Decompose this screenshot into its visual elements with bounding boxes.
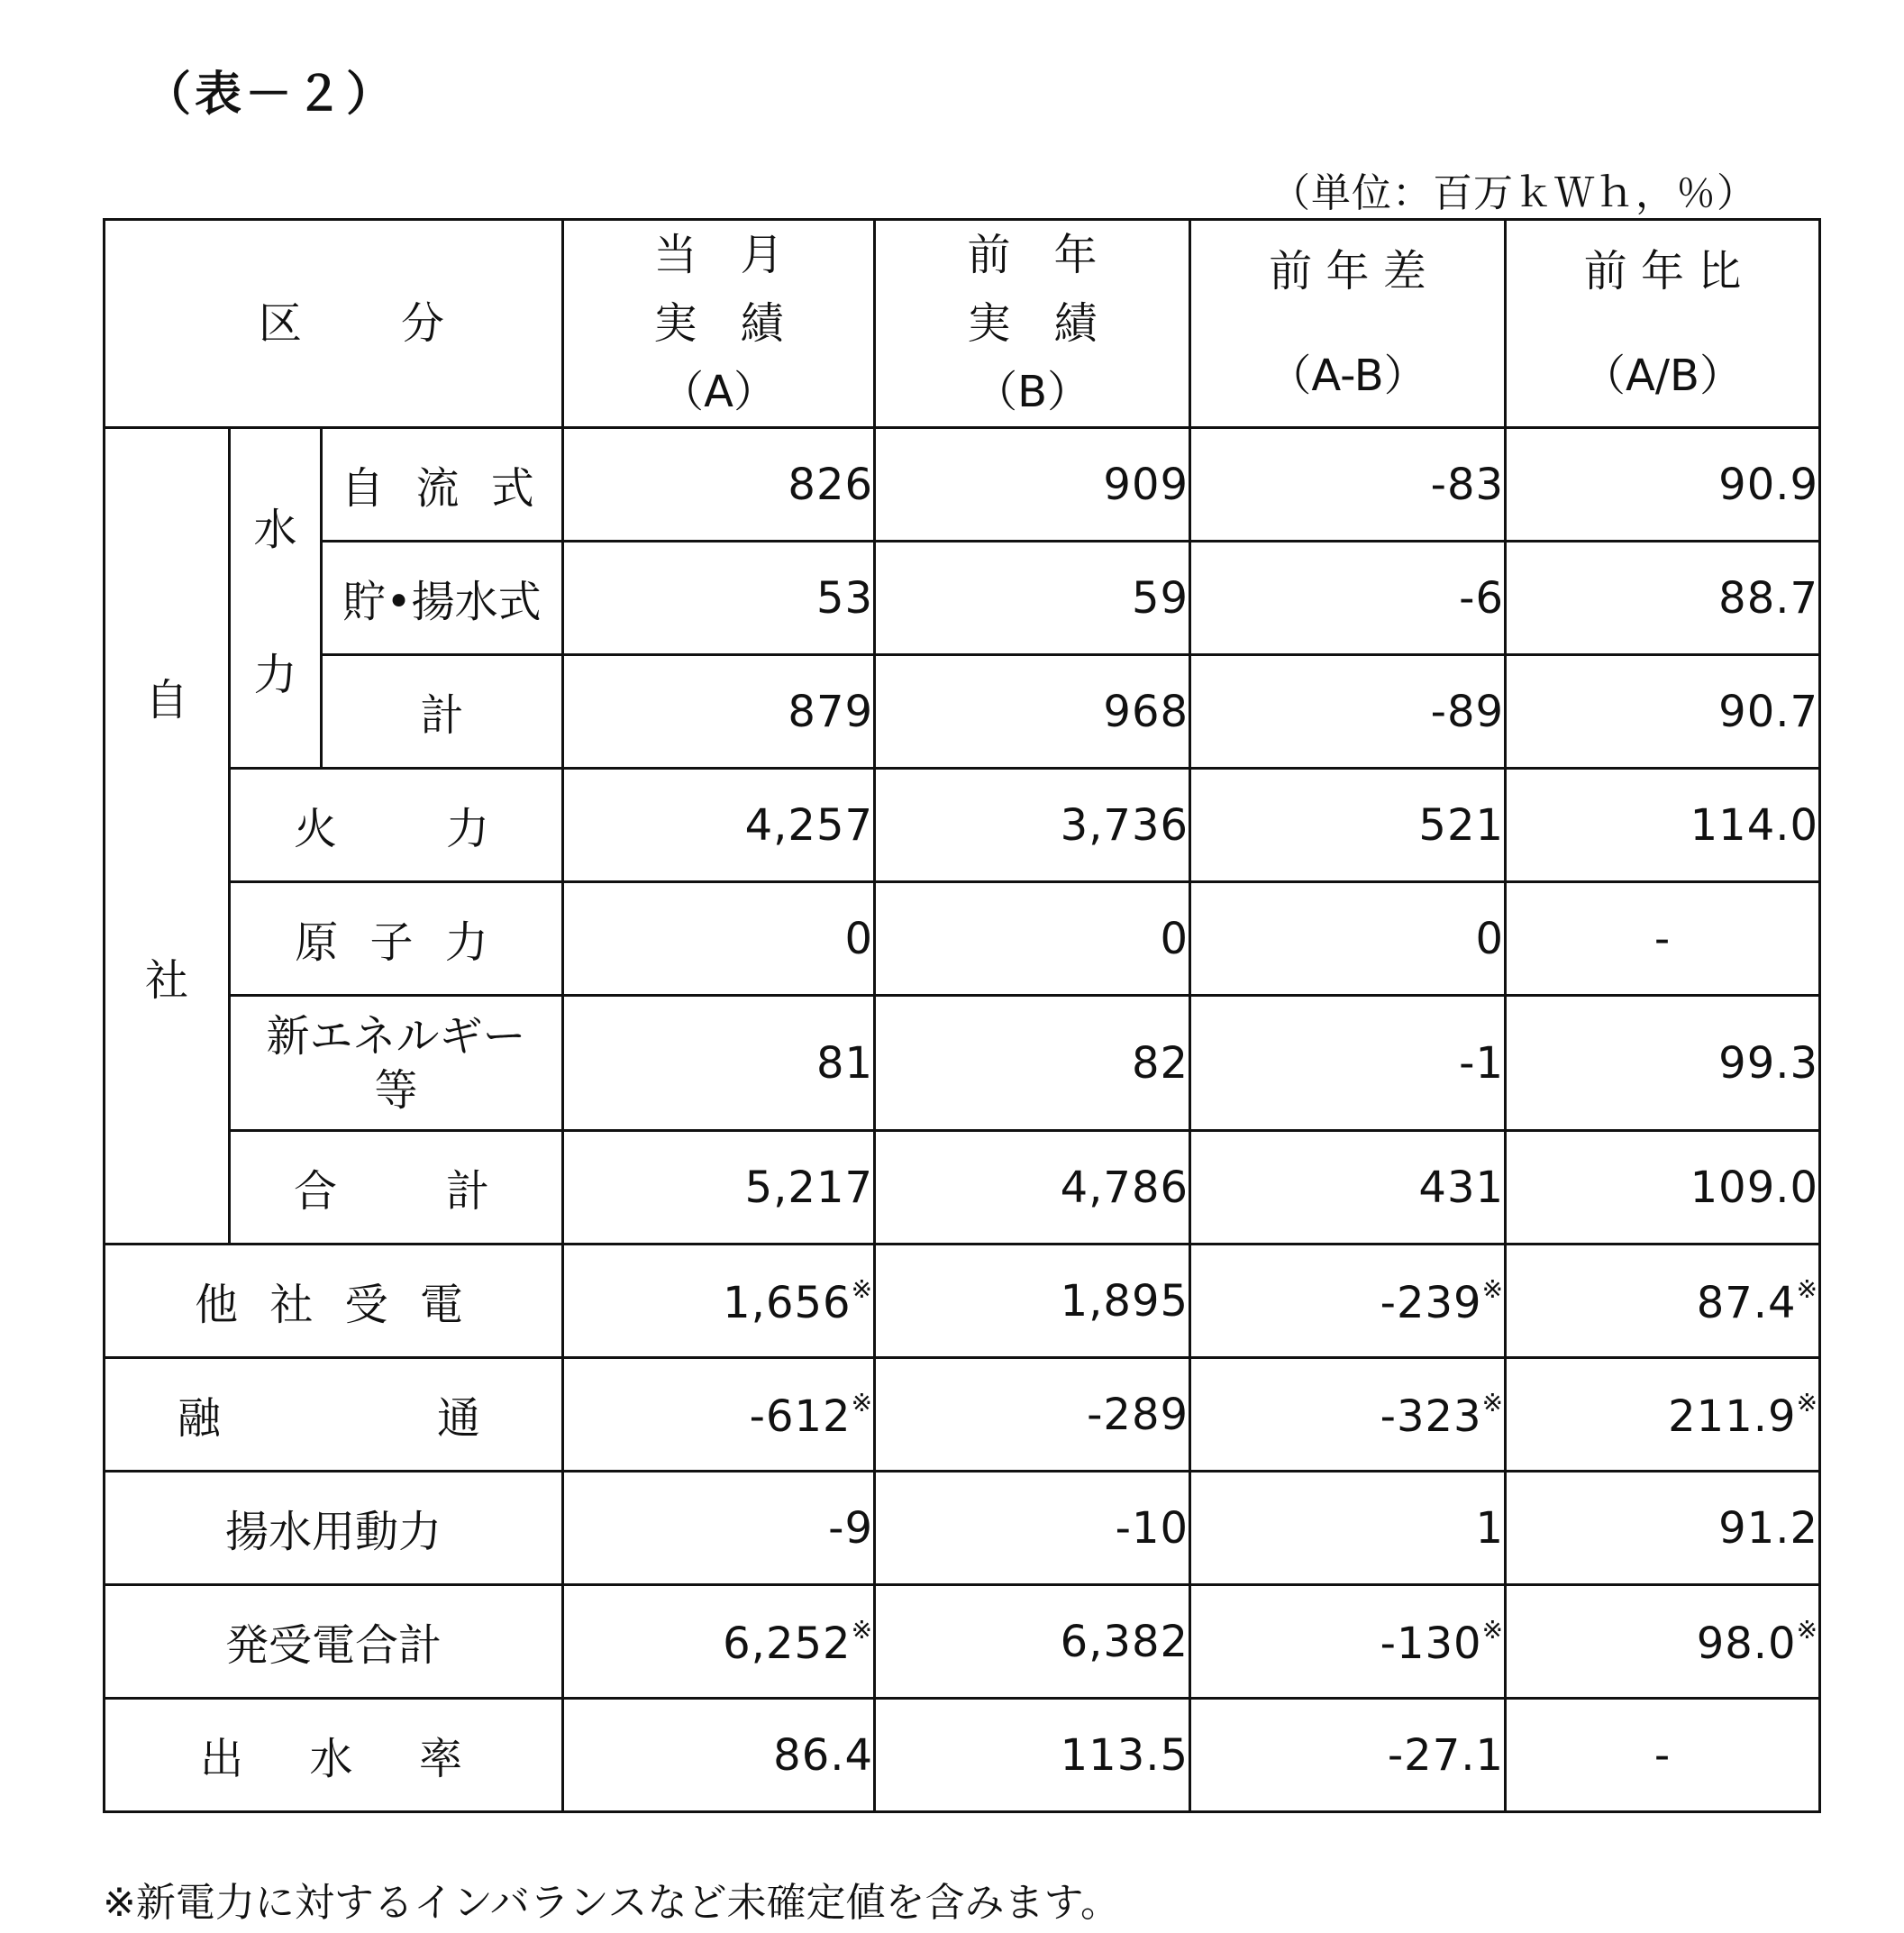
cell-previous: 6,382 xyxy=(875,1585,1190,1699)
group-suiryoku-char1: 水 xyxy=(253,504,297,555)
cell-diff xyxy=(1190,1245,1506,1358)
footnote-mark: ※ xyxy=(851,1614,874,1645)
cell-diff: 521 xyxy=(1190,769,1506,882)
cell-diff: 1 xyxy=(1190,1472,1506,1585)
row-label: 原 子 力 xyxy=(230,882,563,996)
cell-current: 86.4 xyxy=(563,1699,875,1812)
cell-current: -9 xyxy=(563,1472,875,1585)
footnote-mark: ※ xyxy=(1481,1273,1505,1304)
row-label-part: 出 xyxy=(200,1734,244,1784)
footnote: ※新電力に対するインバランスなど未確定値を含みます。 xyxy=(103,1880,1120,1926)
row-label-part: 力 xyxy=(446,804,490,854)
group-suiryoku xyxy=(230,428,322,769)
cell-current: 5,217 xyxy=(563,1131,875,1245)
row-label-part: 水 xyxy=(309,1734,353,1784)
row-label xyxy=(230,769,563,882)
cell-current: 826 xyxy=(563,428,875,542)
cell-previous: 3,736 xyxy=(875,769,1190,882)
footnote-mark: ※ xyxy=(1481,1614,1505,1645)
cell-diff: 431 xyxy=(1190,1131,1506,1245)
footnote-mark: ※ xyxy=(1481,1387,1505,1418)
cell-previous: 1,895 xyxy=(875,1245,1190,1358)
row-label: 他 社 受 電 xyxy=(105,1245,563,1358)
row-label-line1: 新エネルギー xyxy=(266,1010,526,1062)
table-row xyxy=(105,428,1820,542)
row-label-part: 率 xyxy=(419,1734,463,1784)
cell-ratio: - xyxy=(1506,1699,1820,1812)
cell-current: 4,257 xyxy=(563,769,875,882)
footnote-mark: ※ xyxy=(1796,1387,1819,1418)
header-category-2: 分 xyxy=(401,298,445,349)
cell-ratio: 90.7 xyxy=(1506,655,1820,769)
footnote-mark: ※ xyxy=(1796,1273,1819,1304)
cell-previous: 968 xyxy=(875,655,1190,769)
row-label-part: 通 xyxy=(437,1393,481,1444)
cell-previous: 909 xyxy=(875,428,1190,542)
header-a-line3: （A） xyxy=(660,367,777,417)
cell-value: 6,252 xyxy=(723,1618,852,1669)
cell-value: -239 xyxy=(1380,1277,1482,1328)
table-row xyxy=(105,1131,1820,1245)
row-label: 貯•揚水式 xyxy=(322,542,563,655)
footnote-mark: ※ xyxy=(1796,1614,1819,1645)
cell-current xyxy=(563,1358,875,1472)
table-caption: （表－２） xyxy=(144,68,397,122)
cell-diff xyxy=(1190,1358,1506,1472)
cell-current: 53 xyxy=(563,542,875,655)
unit-note: （単位：百万ｋＷｈ，％） xyxy=(1271,170,1757,216)
row-label xyxy=(230,1131,563,1245)
header-previous-year xyxy=(875,220,1190,428)
cell-current xyxy=(563,1585,875,1699)
cell-ratio xyxy=(1506,1245,1820,1358)
row-label xyxy=(105,1358,563,1472)
cell-previous: 59 xyxy=(875,542,1190,655)
cell-diff: -1 xyxy=(1190,996,1506,1131)
header-year-difference xyxy=(1190,220,1506,428)
row-label-part: 合 xyxy=(294,1166,338,1217)
cell-ratio: 88.7 xyxy=(1506,542,1820,655)
cell-diff: -83 xyxy=(1190,428,1506,542)
cell-ratio: 91.2 xyxy=(1506,1472,1820,1585)
header-year-ratio xyxy=(1506,220,1820,428)
table-row xyxy=(105,1245,1820,1358)
cell-value: 98.0 xyxy=(1696,1618,1797,1669)
row-label-part: 計 xyxy=(446,1166,490,1217)
table-row xyxy=(105,1585,1820,1699)
row-label: 揚水用動力 xyxy=(105,1472,563,1585)
cell-value: 1,656 xyxy=(723,1277,852,1328)
cell-value: 87.4 xyxy=(1696,1277,1797,1328)
row-label: 自 流 式 xyxy=(322,428,563,542)
row-label xyxy=(230,996,563,1131)
header-b-line3: （B） xyxy=(974,367,1090,417)
header-a-line2: 実 績 xyxy=(653,298,784,349)
header-b-line1: 前 年 xyxy=(967,230,1098,280)
header-category-1: 区 xyxy=(259,298,303,349)
cell-previous: -10 xyxy=(875,1472,1190,1585)
row-label-line2: 等 xyxy=(374,1064,418,1116)
footnote-mark: ※ xyxy=(851,1387,874,1418)
cell-ratio: 109.0 xyxy=(1506,1131,1820,1245)
header-diff-line1: 前 年 差 xyxy=(1269,246,1426,296)
header-current-month xyxy=(563,220,875,428)
cell-ratio: 90.9 xyxy=(1506,428,1820,542)
cell-value: 211.9 xyxy=(1668,1390,1797,1442)
table-row xyxy=(105,1358,1820,1472)
header-ratio-line2: （A/B） xyxy=(1582,351,1743,401)
row-label xyxy=(105,1699,563,1812)
header-diff-line2: （A-B） xyxy=(1268,351,1427,401)
cell-previous: 113.5 xyxy=(875,1699,1190,1812)
cell-ratio: 99.3 xyxy=(1506,996,1820,1131)
group-suiryoku-char2: 力 xyxy=(253,649,297,700)
table-row xyxy=(105,996,1820,1131)
table-row xyxy=(105,655,1820,769)
cell-diff: -27.1 xyxy=(1190,1699,1506,1812)
cell-ratio: 114.0 xyxy=(1506,769,1820,882)
cell-previous: 4,786 xyxy=(875,1131,1190,1245)
cell-diff xyxy=(1190,1585,1506,1699)
header-a-line1: 当 月 xyxy=(653,230,784,280)
table-row xyxy=(105,882,1820,996)
cell-diff: 0 xyxy=(1190,882,1506,996)
header-b-line2: 実 績 xyxy=(967,298,1098,349)
cell-value: -130 xyxy=(1380,1618,1482,1669)
header-category xyxy=(105,220,563,428)
row-label-part: 融 xyxy=(178,1393,222,1444)
table-row xyxy=(105,542,1820,655)
cell-ratio xyxy=(1506,1585,1820,1699)
cell-ratio: - xyxy=(1506,882,1820,996)
cell-diff: -89 xyxy=(1190,655,1506,769)
table-row xyxy=(105,1699,1820,1812)
cell-previous: 0 xyxy=(875,882,1190,996)
cell-diff: -6 xyxy=(1190,542,1506,655)
table-row xyxy=(105,769,1820,882)
cell-current: 879 xyxy=(563,655,875,769)
cell-ratio xyxy=(1506,1358,1820,1472)
group-jisha-char1: 自 xyxy=(144,674,188,725)
footnote-mark: ※ xyxy=(851,1273,874,1304)
header-ratio-line1: 前 年 比 xyxy=(1583,246,1742,296)
cell-current: 81 xyxy=(563,996,875,1131)
row-label: 発受電合計 xyxy=(105,1585,563,1699)
cell-value: -612 xyxy=(749,1390,852,1442)
generation-table xyxy=(103,218,1821,1813)
row-label-part: 火 xyxy=(294,804,338,854)
group-jisha xyxy=(105,428,230,1245)
group-jisha-char2: 社 xyxy=(144,954,188,1006)
header-row xyxy=(105,220,1820,428)
row-label: 計 xyxy=(322,655,563,769)
cell-previous: 82 xyxy=(875,996,1190,1131)
cell-current: 0 xyxy=(563,882,875,996)
cell-previous: -289 xyxy=(875,1358,1190,1472)
table-row xyxy=(105,1472,1820,1585)
cell-current xyxy=(563,1245,875,1358)
cell-value: -323 xyxy=(1380,1390,1482,1442)
